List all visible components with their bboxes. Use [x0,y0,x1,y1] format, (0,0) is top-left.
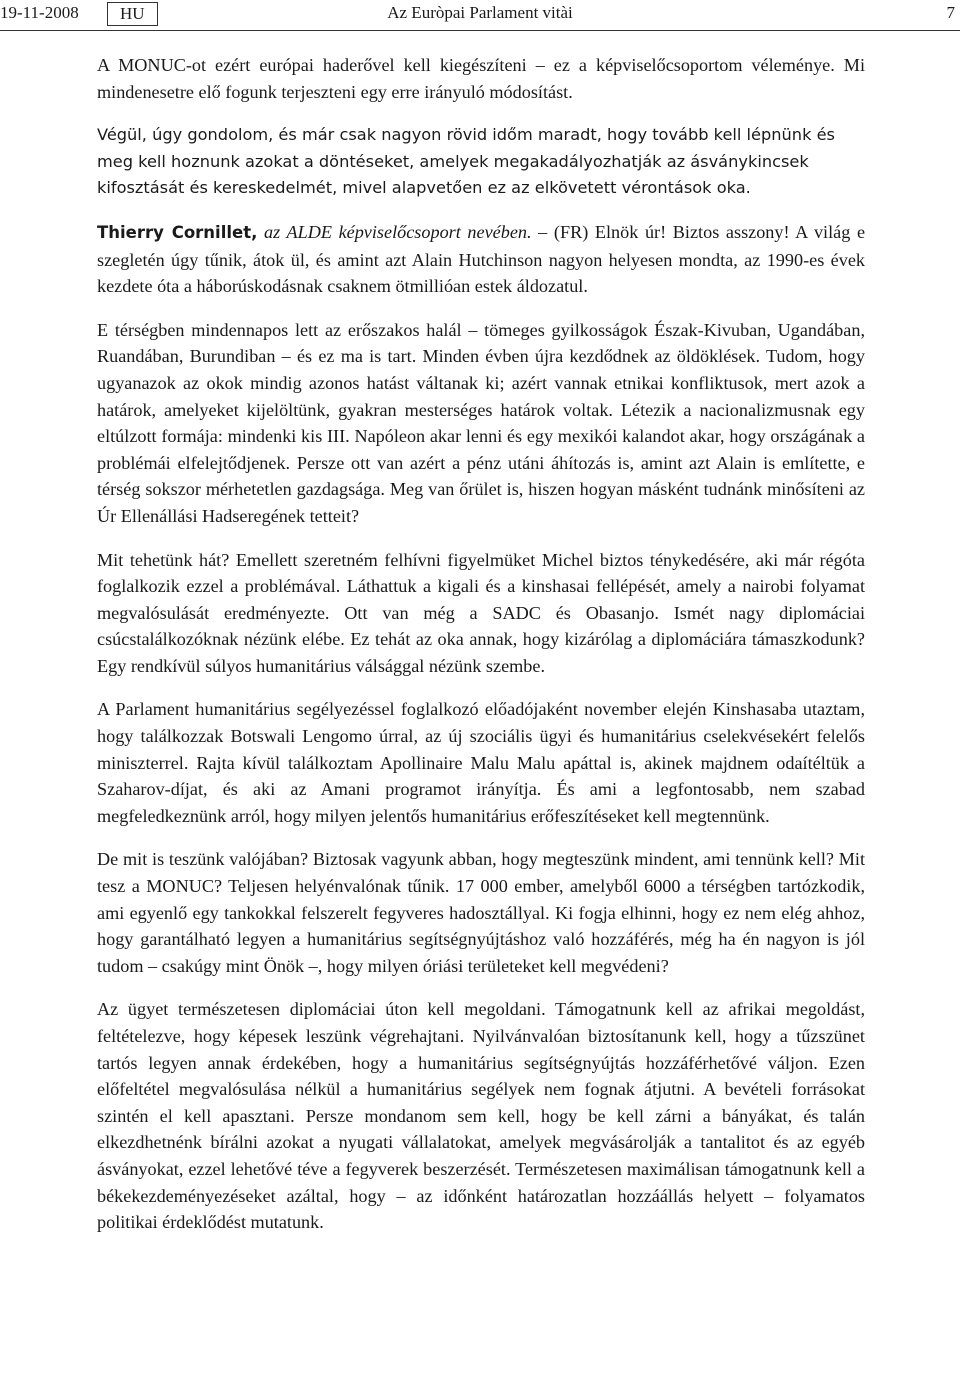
paragraph: A Parlament humanitárius segélyezéssel foglalkozó előadójaként november elején Kinshasaba utaztam, hogy találkozzak Botswali Lengomo úrral, az új szociális ügyi és humanitárius cselekvésekért felelős miniszterrel. Rajta kívül találkoztam Apollinaire Malu Malu apáttal is, akinek majdnem odaítéltük a Szaharov-díjat, és aki az Amani programot irányítja. És ami a legfontosabb, nem szabad megfeledkeznünk arról, hogy milyen jelentős humanitárius erőfeszítéseket kell megtennünk. [97,699,865,826]
speaker-role: az ALDE képviselőcsoport nevében. [264,221,532,242]
page-number: 7 [946,3,955,22]
page-header [0,0,960,31]
language-badge: HU [107,2,158,26]
paragraph: A MONUC-ot ezért európai haderővel kell kiegészíteni – ez a képviselőcsoportom véleménye. Mi mindenesetre elő fogunk terjeszteni egy erre irányuló módosítást. [97,55,865,102]
speech-text: – (FR) Elnök úr! Biztos asszony! A világ e szegletén úgy tűnik, átok ül, és amint azt Alain Hutchinson nagyon helyesen mondta, az 1990-es évek kezdete óta a háborúskodásnak csaknem ötmillióan estek áldozatul. [97,221,866,297]
paragraph: Az ügyet természetesen diplomáciai úton kell megoldani. Támogatnunk kell az afrikai megoldást, feltételezve, hogy képesek leszünk végrehajtani. Nyilvánvalóan biztosítanunk kell, hogy a tűzszünet tartós legyen annak érdekében, hogy a humanitárius segítségnyújtás hozzáférhetővé váljon. Ezen előfeltétel megvalósulása nélkül a humanitárius segélyek nem fognak átjutni. A bevételi forrásokat szintén el kell apasztani. Persze mondanom sem kell, hogy be kell zárni a bányákat, és talán elkezdhetnénk bírálni azokat a nyugati vállalatokat, amelyek megvásárolják a tantalitot és az egyéb ásványokat, ezzel lehetővé téve a fegyverek beszerzését. Természetesen maximálisan támogatnunk kell a békekezdeményezéseket azáltal, hogy – az időnként határozatlan hozzáállás helyett – folyamatos politikai érdeklődést mutatunk. [97,999,865,1233]
header-date: 19-11-2008 [0,3,79,22]
paragraph: Mit tehetünk hát? Emellett szeretném felhívni figyelmüket Michel biztos ténykedésére, aki már régóta foglalkozik ezzel a problémával. Láthattuk a kigali és a kinshasai fellépését, amely a nairobi folyamat megvalósulását eredményezte. Ott van még a SADC és Obasanjo. Ismét nagy diplomáciai csúcstalálkozóknak nézünk elébe. Ez tehát az oka annak, hogy kizárólag a diplomáciára támaszkodunk? Egy rendkívül súlyos humanitárius válsággal nézünk szembe. [97,549,865,676]
document-body [97,52,865,1253]
header-title: Az Euròpai Parlament vitài [387,3,573,22]
paragraph: De mit is teszünk valójában? Biztosak vagyunk abban, hogy megteszünk mindent, ami tennünk kell? Mit tesz a MONUC? Teljesen helyénvalónak tűnik. 17 000 ember, amelyből 6000 a térségben tartózkodik, ami egyenlő egy tankokkal felszerelt fegyveres hadosztállyal. Ki fogja elhinni, hogy ez nem elég ahhoz, hogy garantálható legyen a humanitárius segítségnyújtáshoz való hozzáférés, még ha én nagyon is jól tudom – csakúgy mint Önök –, hogy milyen óriási területeket kell megvédeni? [97,849,865,976]
speaker-name: Thierry Cornillet, [97,222,258,242]
speaker-paragraph [97,219,865,300]
paragraph: Végül, úgy gondolom, és már csak nagyon rövid időm maradt, hogy tovább kell lépnünk és meg kell hoznunk azokat a döntéseket, amelyek megakadályozhatják az ásványkincsek kifosztását és kereskedelmét, mivel alapvetően ez az elkövetett vérontások oka. [97,125,835,198]
paragraph: E térségben mindennapos lett az erőszakos halál – tömeges gyilkosságok Észak-Kivuban, Ugandában, Ruandában, Burundiban – és ez ma is tart. Minden évben újra kezdődnek az öldöklések. Tudom, hogy ugyanazok az okok mindig azonos hatást váltanak ki; azért vannak etnikai konfliktusok, mert azok a határok, amelyeket kijelöltünk, gyakran mesterséges határok voltak. Létezik a nacionalizmusnak egy eltúlzott formája: mindenki kis III. Napóleon akar lenni és egy mexikói kalandot akar, hogy országának a problémái elfelejtődjenek. Persze ott van azért a pénz utáni áhítozás is, amint azt Alain is említette, e térség sokszor mérhetetlen gazdagsága. Meg van őrület is, hiszen hogyan másként tudnánk minősíteni az Úr Ellenállási Hadseregének tetteit? [97,319,865,526]
